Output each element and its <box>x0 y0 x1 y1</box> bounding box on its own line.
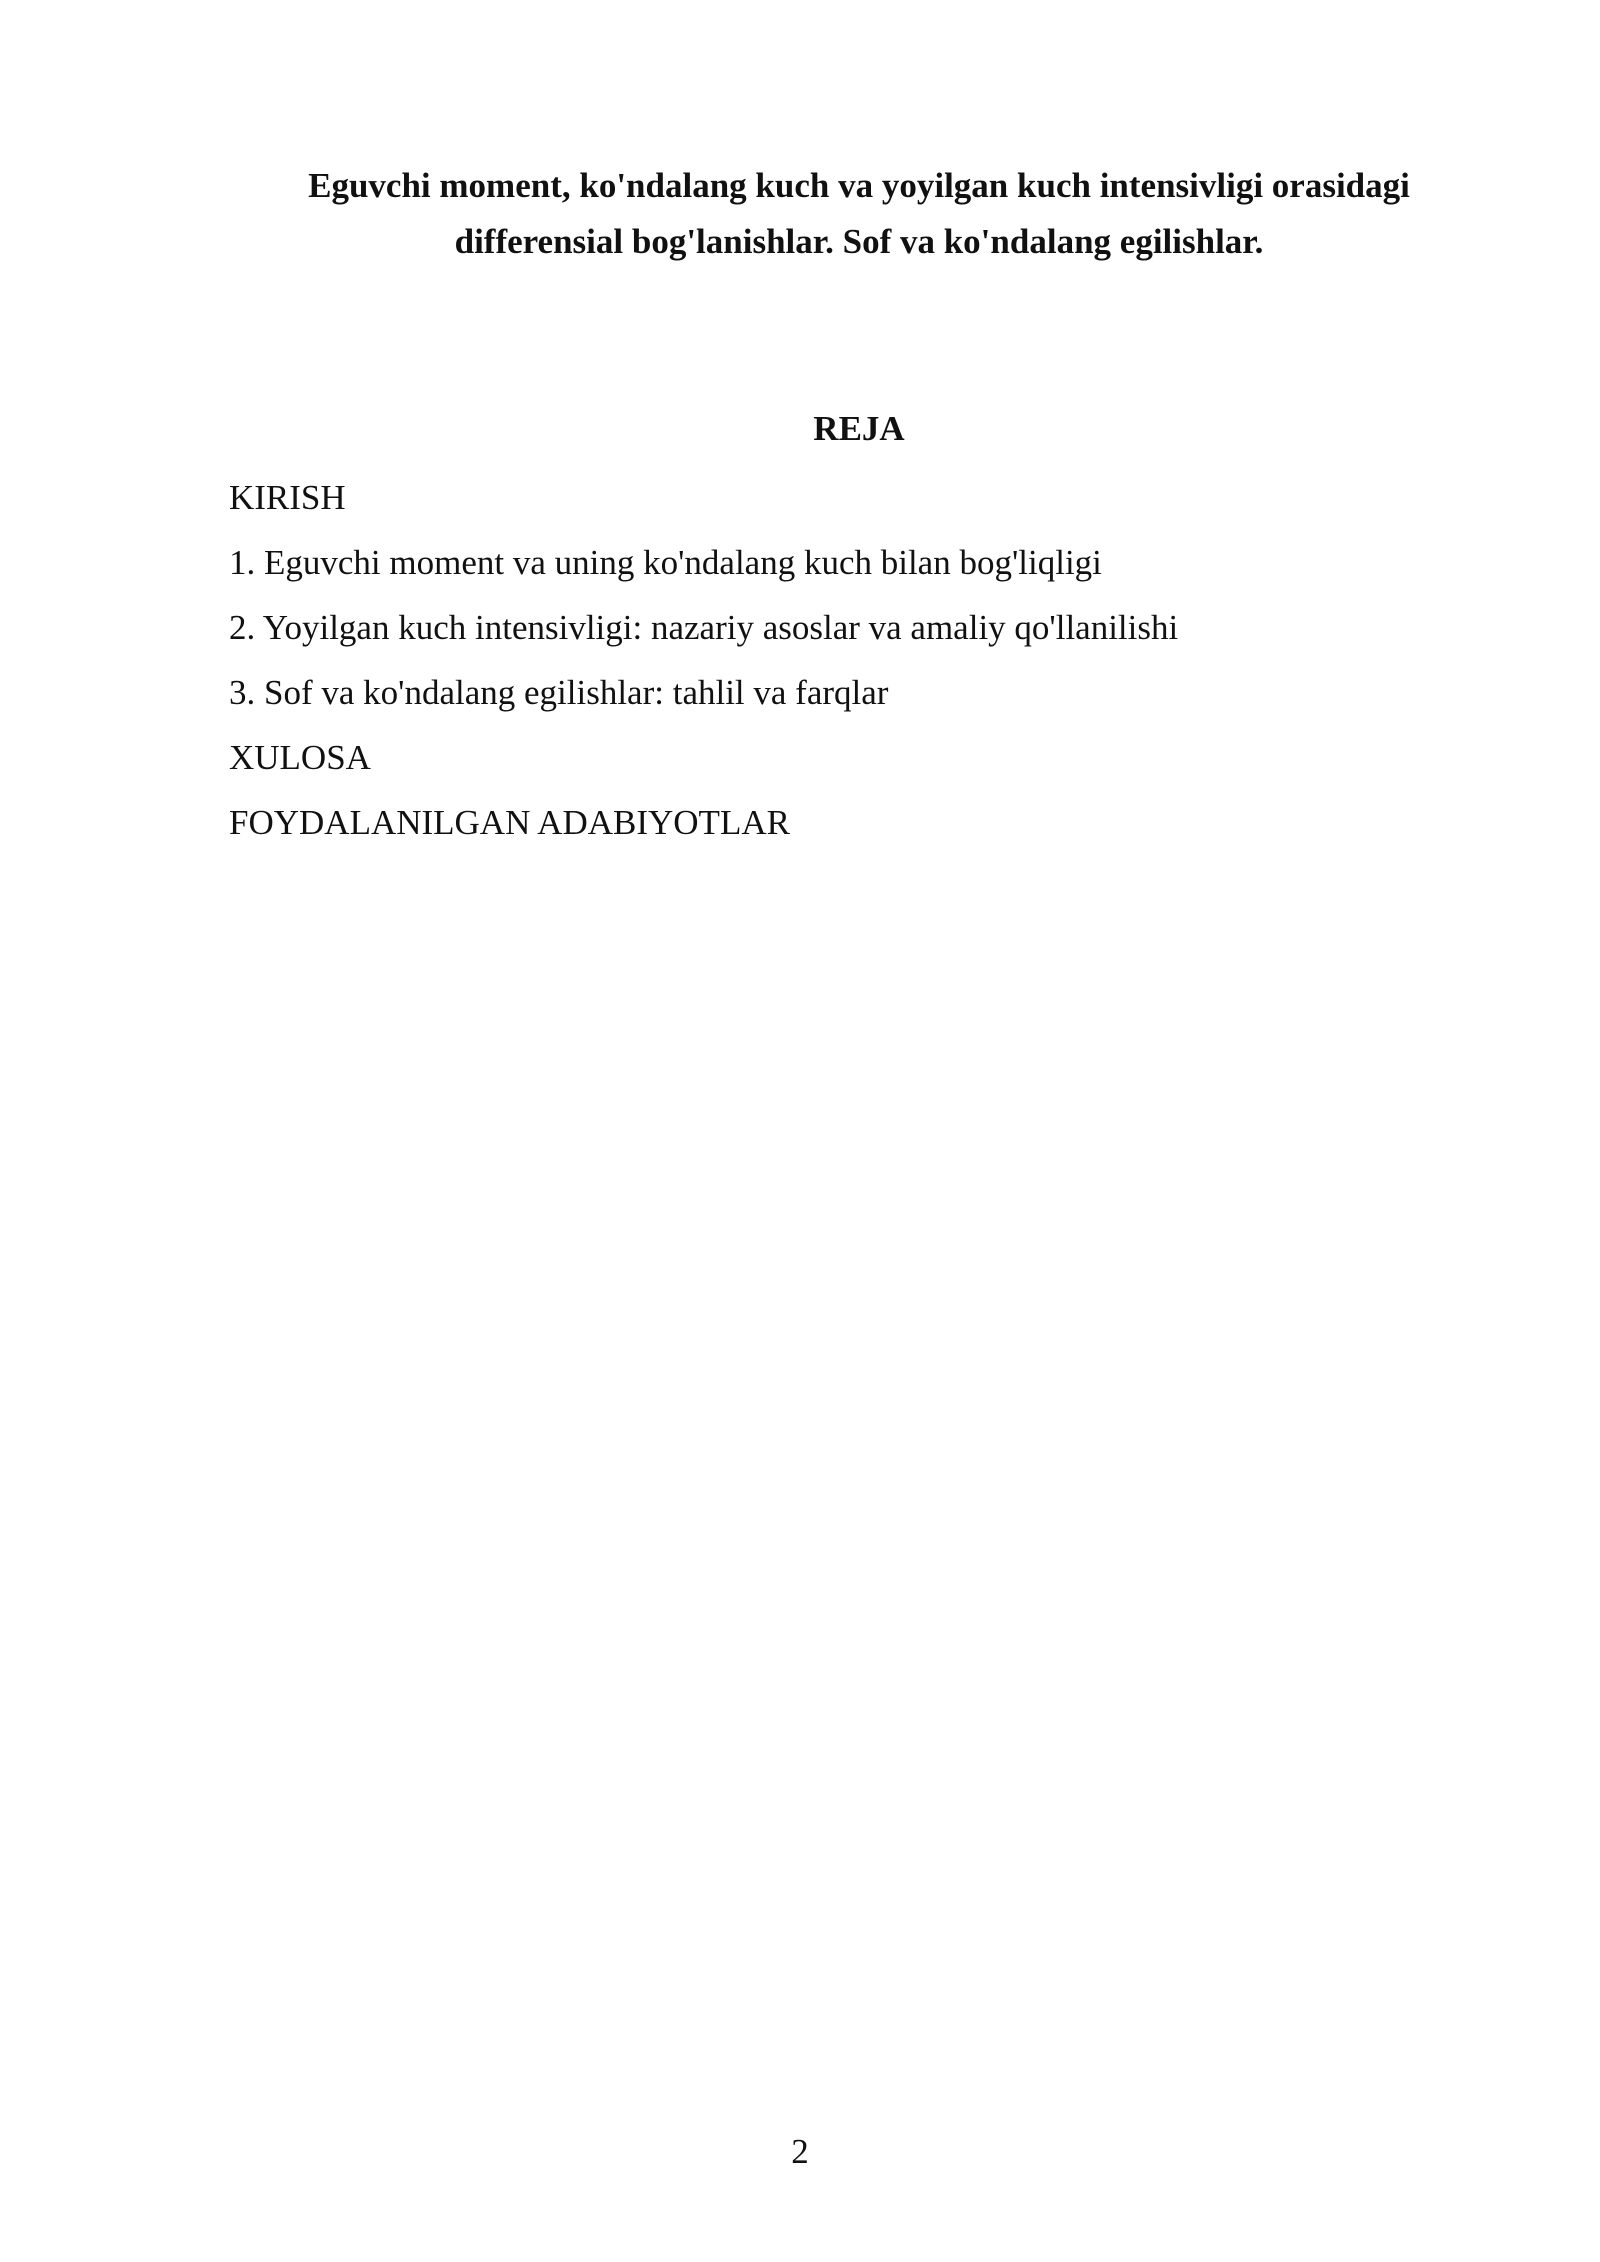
plan-item-conclusion: XULOSA <box>229 738 371 777</box>
plan-heading: REJA <box>813 409 905 448</box>
plan-item-1: 1. Eguvchi moment va uning ko'ndalang kuch bilan bog'liqligi <box>229 543 1102 582</box>
plan-item-references: FOYDALANILGAN ADABIYOTLAR <box>229 803 790 842</box>
page-number: 2 <box>791 2132 809 2171</box>
title-line-2: differensial bog'lanishlar. Sof va ko'ndalang egilishlar. <box>454 222 1264 261</box>
plan-item-2: 2. Yoyilgan kuch intensivligi: nazariy asoslar va amaliy qo'llanilishi <box>229 608 1179 647</box>
plan-item-3: 3. Sof va ko'ndalang egilishlar: tahlil va farqlar <box>229 673 889 712</box>
plan-item-introduction: KIRISH <box>229 478 346 517</box>
plan-list <box>229 474 1178 864</box>
title-line-1: Eguvchi moment, ko'ndalang kuch va yoyilgan kuch intensivligi orasidagi <box>308 166 1410 205</box>
document-title <box>228 158 1490 270</box>
